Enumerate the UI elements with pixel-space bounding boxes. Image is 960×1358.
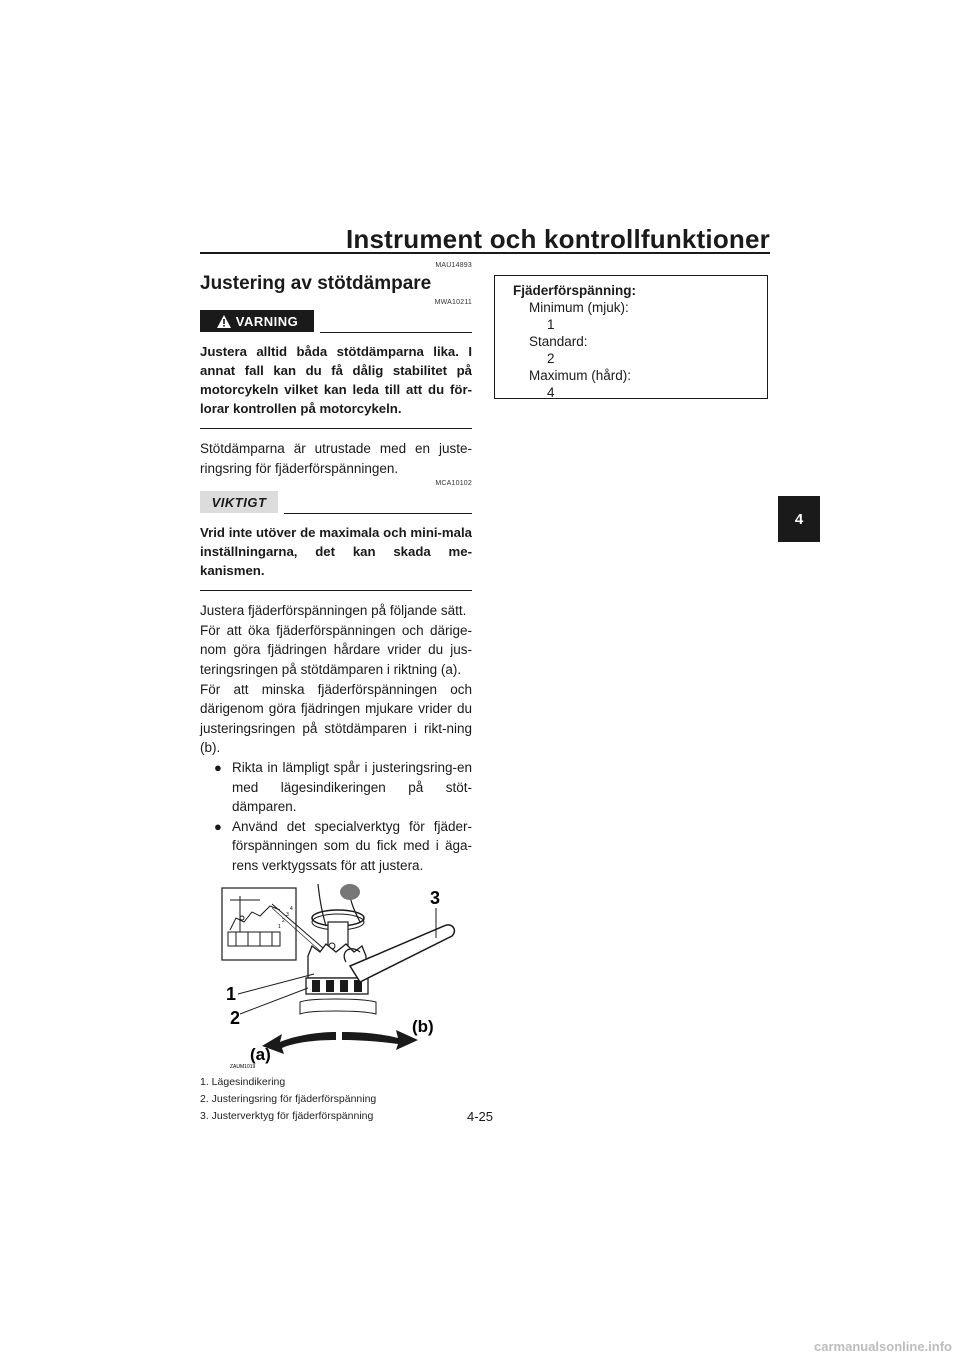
paragraph-1: Justera fjäderförspänningen på följande sätt. bbox=[200, 603, 467, 619]
section-code: MAU14893 bbox=[435, 262, 472, 269]
notice-badge: VIKTIGT bbox=[200, 491, 278, 513]
shock-adjuster-figure bbox=[200, 882, 472, 1072]
figure-code: ZAUM1019 bbox=[230, 1063, 256, 1070]
spec-label-min: Minimum (mjuk): bbox=[529, 300, 629, 315]
left-column bbox=[200, 262, 472, 1125]
bullet-dot-icon: ● bbox=[214, 818, 222, 834]
bullet-dot-icon: ● bbox=[214, 759, 222, 775]
spec-label-max: Maximum (hård): bbox=[529, 368, 632, 383]
spec-value-standard: 2 bbox=[547, 351, 555, 366]
paragraph-2: För att öka fjäderförspänningen och därige-nom göra fjädringen hårdare vrider du jus-teringsringen på stötdämparen i riktning (a). bbox=[200, 622, 472, 677]
bullet-text: Använd det specialverktyg för fjäder-förspänningen som du fick med i äga-rens verktygssats för att justera. bbox=[232, 818, 472, 873]
bullet-item bbox=[214, 817, 472, 876]
direction-b-label: (b) bbox=[412, 1016, 434, 1036]
warning-triangle-icon bbox=[216, 314, 232, 329]
header-rule bbox=[200, 252, 770, 254]
scale-mark: 1 bbox=[278, 923, 281, 930]
caption-item: 3. Justerverktyg för fjäderförspänning bbox=[200, 1109, 374, 1122]
watermark[interactable]: carmanualsonline.info bbox=[814, 1339, 952, 1354]
callout-3: 3 bbox=[430, 887, 441, 908]
warning-badge bbox=[200, 310, 314, 332]
scale-mark: 4 bbox=[290, 905, 293, 912]
shock-adjuster-illustration bbox=[200, 882, 472, 1072]
callout-1: 1 bbox=[226, 983, 237, 1004]
warning-code: MWA10211 bbox=[434, 299, 472, 306]
chapter-tab[interactable]: 4 bbox=[778, 496, 820, 542]
bullet-text: Rikta in lämpligt spår i justeringsring-en med lägesindikeringen på stöt-dämparen. bbox=[232, 759, 472, 815]
spec-label-standard: Standard: bbox=[529, 334, 588, 349]
section-title: Justering av stötdämpare bbox=[200, 273, 432, 294]
scale-mark: 3 bbox=[286, 911, 289, 918]
warning-rule bbox=[320, 332, 472, 333]
notice-rule bbox=[284, 513, 472, 514]
caption-item: 1. Lägesindikering bbox=[200, 1075, 286, 1088]
notice-code: MCA10102 bbox=[435, 480, 472, 488]
spec-value-max: 4 bbox=[547, 385, 555, 400]
warning-text: Justera alltid båda stötdämparna lika. I annat fall kan du få dålig stabilitet på motorcykeln vilket kan leda till att du för-lorar kontrollen på motorcykeln. bbox=[200, 342, 472, 429]
scale-mark: 2 bbox=[282, 917, 285, 924]
warning-label: VARNING bbox=[235, 313, 299, 329]
page-header-title: Instrument och kontrollfunktioner bbox=[345, 224, 770, 254]
warning-header bbox=[200, 308, 472, 334]
intro-paragraph: Stötdämparna är utrustade med en juste-ringsring för fjäderförspänningen. bbox=[200, 441, 472, 476]
page-number: 4-25 bbox=[466, 1109, 494, 1124]
caption-item: 2. Justeringsring för fjäderförspänning bbox=[200, 1092, 377, 1105]
callout-2: 2 bbox=[230, 1007, 241, 1028]
direction-a-label: (a) bbox=[250, 1044, 271, 1064]
spring-preload-spec-box bbox=[494, 275, 768, 399]
paragraph-3: För att minska fjäderförspänningen och därigenom göra fjädringen mjukare vrider du justeringsringen på stötdämparen i rikt-ning (b). bbox=[200, 681, 472, 756]
bullet-item bbox=[214, 758, 472, 817]
spec-title: Fjäderförspänning: bbox=[513, 283, 637, 298]
spec-value-min: 1 bbox=[547, 317, 555, 332]
notice-header bbox=[200, 489, 472, 515]
notice-text: Vrid inte utöver de maximala och mini-mala inställningarna, det kan skada me-kanismen. bbox=[200, 523, 472, 591]
